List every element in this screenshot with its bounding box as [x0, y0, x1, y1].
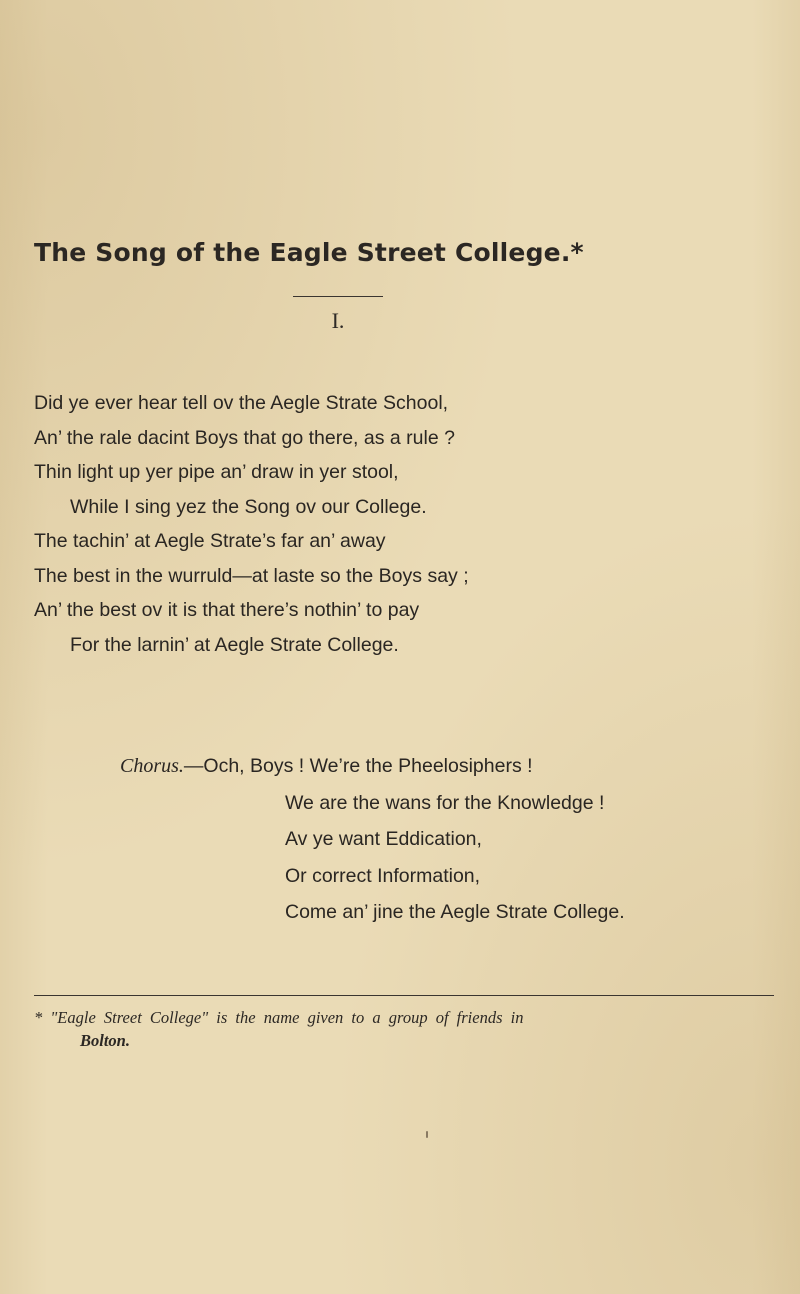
page-title: The Song of the Eagle Street College.*	[34, 238, 584, 267]
verse-line: Did ye ever hear tell ov the Aegle Strate School,	[34, 392, 449, 414]
verse-line: For the larnin’ at Aegle Strate College.	[70, 633, 399, 656]
chorus-label: Chorus.	[120, 755, 184, 777]
verse-line: Thin light up yer pipe an’ draw in yer stool,	[34, 461, 399, 483]
verse-line: An’ the best ov it is that there’s nothin’ to pay	[34, 599, 420, 621]
verse-line: An’ the rale dacint Boys that go there, as a rule ?	[34, 426, 455, 449]
chorus-line: We are the wans for the Knowledge !	[285, 791, 605, 814]
footnote-line: Bolton.	[80, 1031, 130, 1050]
verse-line: The best in the wurruld—at laste so the Boys say ;	[34, 564, 469, 587]
verse-line: While I sing yez the Song ov our College.	[70, 495, 427, 518]
chorus-line: —Och, Boys ! We’re the Pheelosiphers !	[183, 755, 533, 777]
footnote-line: * "Eagle Street College" is the name given to a group of friends in	[34, 1008, 524, 1027]
footnote	[34, 1006, 776, 1052]
stanza-number	[0, 308, 680, 334]
verse-stanza	[34, 386, 469, 662]
chorus-line: Or correct Information,	[285, 864, 481, 887]
footnote-divider	[34, 995, 774, 996]
paper-speck	[426, 1131, 428, 1138]
chorus-line: Av ye want Eddication,	[285, 828, 482, 850]
stanza-number-text: I.	[331, 308, 345, 333]
title-divider	[293, 296, 383, 297]
verse-line: The tachin’ at Aegle Strate’s far an’ away	[34, 530, 386, 552]
chorus-block	[120, 748, 625, 931]
chorus-first-line	[120, 748, 625, 785]
chorus-line: Come an’ jine the Aegle Strate College.	[285, 901, 625, 923]
